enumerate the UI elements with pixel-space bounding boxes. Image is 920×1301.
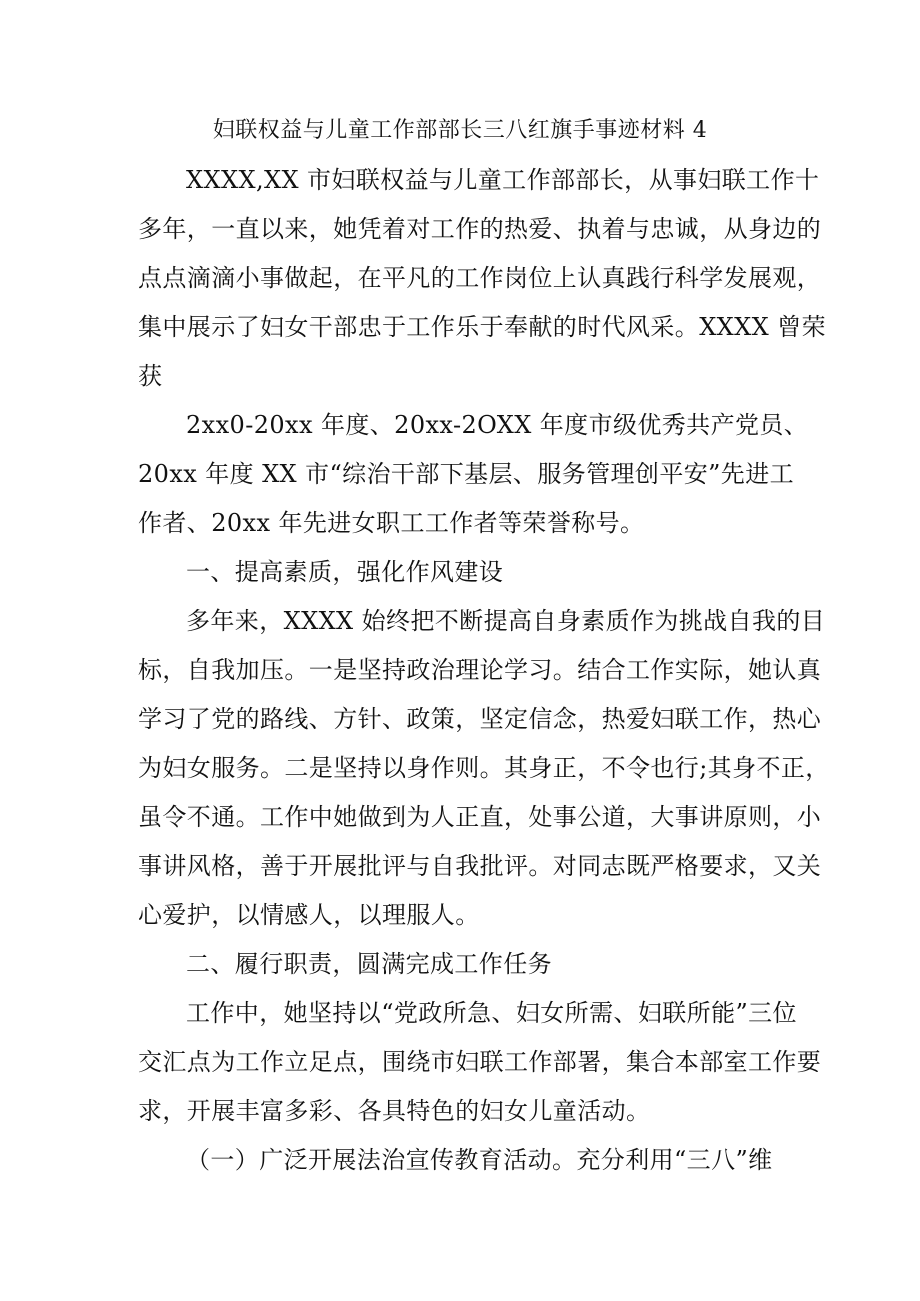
document-title: 妇联权益与儿童工作部部长三八红旗手事迹材料 4 (212, 118, 708, 143)
paragraph-line: 集中展示了妇女干部忠于工作乐于奉献的时代风采。XXXX 曾荣 (138, 313, 826, 341)
paragraph-line: 虽令不通。工作中她做到为人正直，处事公道，大事讲原则，小 (138, 803, 822, 831)
paragraph-line: 20xx 年度 XX 市“综治干部下基层、服务管理创平安”先进工 (138, 460, 795, 488)
paragraph-line: 学习了党的路线、方针、政策，坚定信念，热爱妇联工作，热心 (138, 705, 822, 733)
paragraph-line: 作者、20xx 年先进女职工工作者等荣誉称号。 (138, 509, 645, 537)
paragraph-line: 获 (138, 362, 163, 390)
paragraph-line: 交汇点为工作立足点，围绕市妇联工作部署，集合本部室工作要 (138, 1048, 822, 1076)
paragraph-line: XXXX,XX 市妇联权益与儿童工作部部长，从事妇联工作十 (186, 166, 820, 194)
paragraph-line: 标，自我加压。一是坚持政治理论学习。结合工作实际，她认真 (138, 656, 822, 684)
paragraph-line: 工作中，她坚持以“党政所急、妇女所需、妇联所能”三位 (186, 999, 797, 1027)
subsection-line: （一）广泛开展法治宣传教育活动。充分利用“三八”维 (186, 1146, 773, 1174)
section-heading: 一、提高素质，强化作风建设 (186, 558, 504, 586)
paragraph-line: 多年，一直以来，她凭着对工作的热爱、执着与忠诚，从身边的 (138, 215, 822, 243)
paragraph-line: 点点滴滴小事做起，在平凡的工作岗位上认真践行科学发展观， (138, 264, 822, 292)
paragraph-line: 为妇女服务。二是坚持以身作则。其身正，不令也行;其身不正， (138, 754, 830, 782)
paragraph-line: 2xx0-20xx 年度、20xx-2OXX 年度市级优秀共产党员、 (186, 411, 809, 439)
section-heading: 二、履行职责，圆满完成工作任务 (186, 950, 552, 978)
paragraph-line: 心爱护，以情感人，以理服人。 (138, 901, 480, 929)
paragraph-line: 多年来，XXXX 始终把不断提高自身素质作为挑战自我的目 (186, 607, 826, 635)
paragraph-line: 求，开展丰富多彩、各具特色的妇女儿童活动。 (138, 1097, 651, 1125)
paragraph-line: 事讲风格，善于开展批评与自我批评。对同志既严格要求，又关 (138, 852, 822, 880)
